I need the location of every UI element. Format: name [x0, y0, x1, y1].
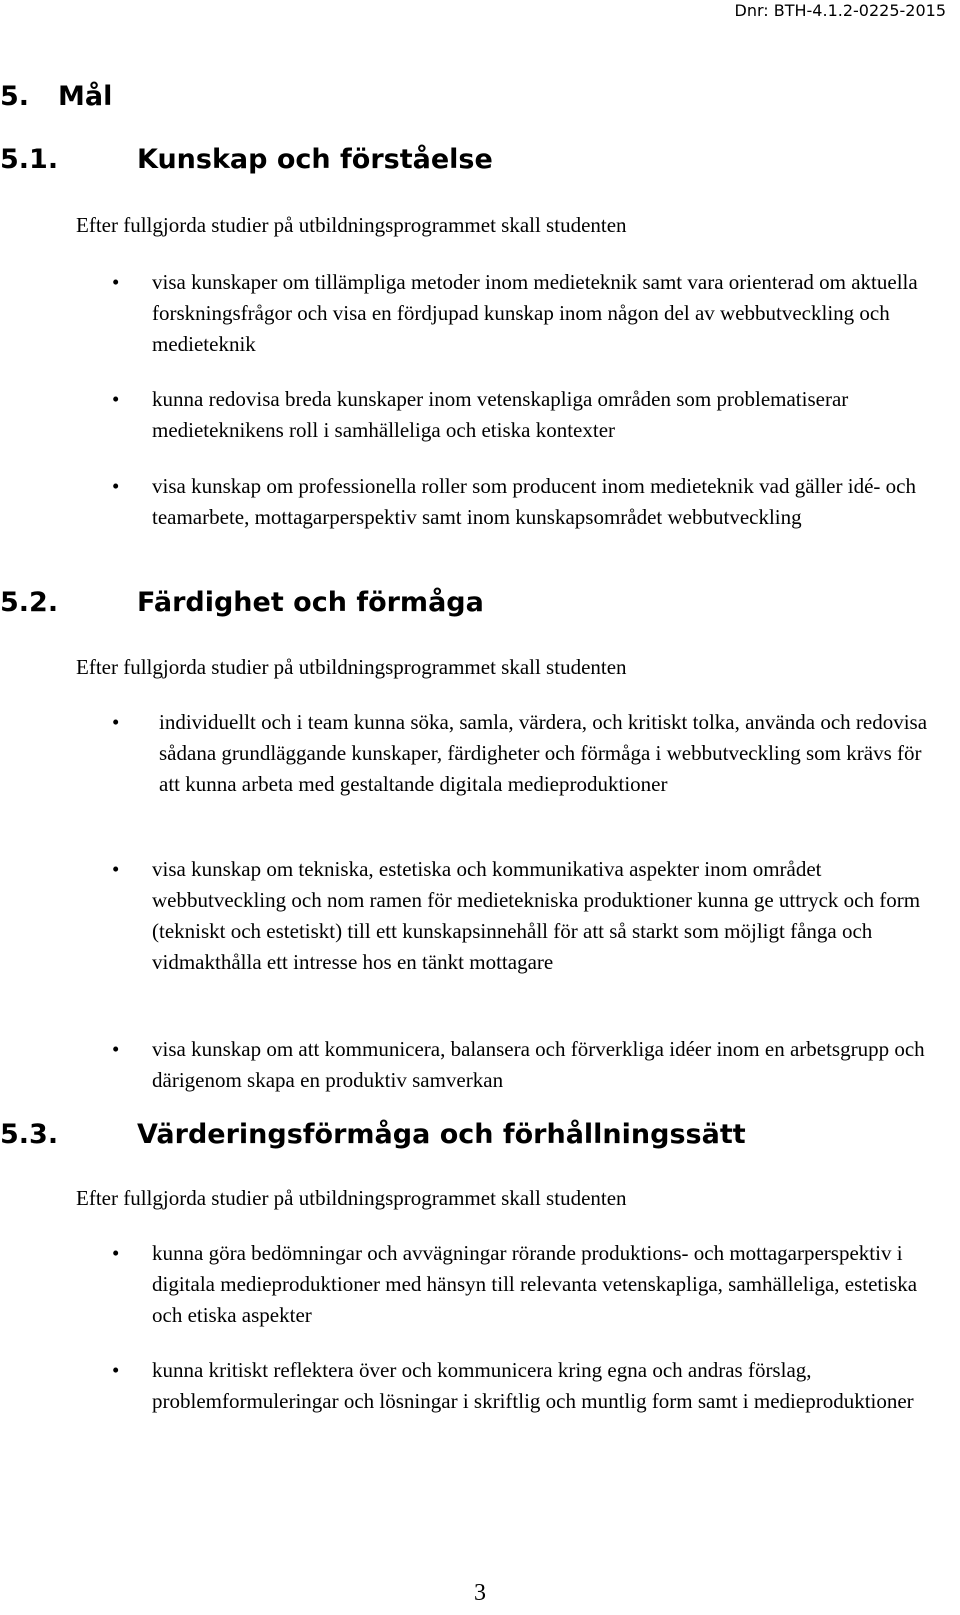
- subsection-number: 5.3.: [0, 1119, 59, 1150]
- subsection-heading-5-3: [0, 1118, 746, 1152]
- bullet-icon: •: [112, 1241, 120, 1265]
- list-item-text: visa kunskap om att kommunicera, balansera och förverkliga idéer inom en arbetsgrupp och därigenom skapa en produktiv samverkan: [152, 1037, 925, 1092]
- subsection-number: 5.1.: [0, 144, 59, 175]
- list-item-text: kunna göra bedömningar och avvägningar rörande produktions- och mottagarperspektiv i digitala medieproduktioner med hänsyn till relevanta vetenskapliga, samhälleliga, estetiska och etiska aspekter: [152, 1241, 918, 1327]
- section-title: Mål: [58, 81, 113, 112]
- section-heading: [0, 80, 112, 114]
- subsection-title: Värderingsförmåga och förhållningssätt: [137, 1119, 746, 1150]
- page-number: 3: [474, 1580, 486, 1606]
- list-item-text: kunna kritiskt reflektera över och kommunicera kring egna och andras förslag, problemformuleringar och lösningar i skriftlig och muntlig form samt i medieproduktioner: [152, 1358, 914, 1413]
- subsection-heading-5-1: [0, 143, 493, 177]
- bullet-icon: •: [112, 1358, 120, 1382]
- bullet-icon: •: [112, 474, 120, 498]
- list-item-text: visa kunskap om tekniska, estetiska och kommunikativa aspekter inom området webbutveckling och nom ramen för medietekniska produktioner kunna ge uttryck och form (tekniskt och estetiskt) till ett kunskapsinnehåll för att så starkt som möjligt fånga och vidmakthålla ett intresse hos en tänkt mottagare: [152, 857, 921, 974]
- list-item-text: kunna redovisa breda kunskaper inom vetenskapliga områden som problematiserar medieteknikens roll i samhälleliga och etiska kontexter: [152, 387, 849, 442]
- subsection-heading-5-2: [0, 586, 484, 620]
- document-reference: Dnr: BTH-4.1.2-0225-2015: [734, 1, 946, 20]
- bullet-icon: •: [112, 270, 120, 294]
- bullet-icon: •: [112, 857, 120, 881]
- list-item-text: individuellt och i team kunna söka, samla, värdera, och kritiskt tolka, använda och redovisa sådana grundläggande kunskaper, färdigheter och förmåga i webbutveckling som krävs för att kunna arbeta med gestaltande digitala medieproduktioner: [159, 710, 928, 796]
- subsection-intro: Efter fullgjorda studier på utbildningsprogrammet skall studenten: [76, 655, 627, 679]
- list-item-text: visa kunskaper om tillämpliga metoder inom medieteknik samt vara orienterad om aktuella forskningsfrågor och visa en fördjupad kunskap inom någon del av webbutveckling och medieteknik: [152, 270, 918, 356]
- subsection-number: 5.2.: [0, 587, 59, 618]
- list-item-text: visa kunskap om professionella roller som producent inom medieteknik vad gäller idé- och teamarbete, mottagarperspektiv samt inom kunskapsområdet webbutveckling: [152, 474, 916, 529]
- bullet-icon: •: [112, 1037, 120, 1061]
- bullet-icon: •: [112, 387, 120, 411]
- subsection-intro: Efter fullgjorda studier på utbildningsprogrammet skall studenten: [76, 213, 627, 237]
- subsection-title: Färdighet och förmåga: [137, 587, 484, 618]
- subsection-intro: Efter fullgjorda studier på utbildningsprogrammet skall studenten: [76, 1186, 627, 1210]
- bullet-icon: •: [112, 710, 120, 734]
- section-number: 5.: [0, 81, 30, 112]
- subsection-title: Kunskap och förståelse: [137, 144, 493, 175]
